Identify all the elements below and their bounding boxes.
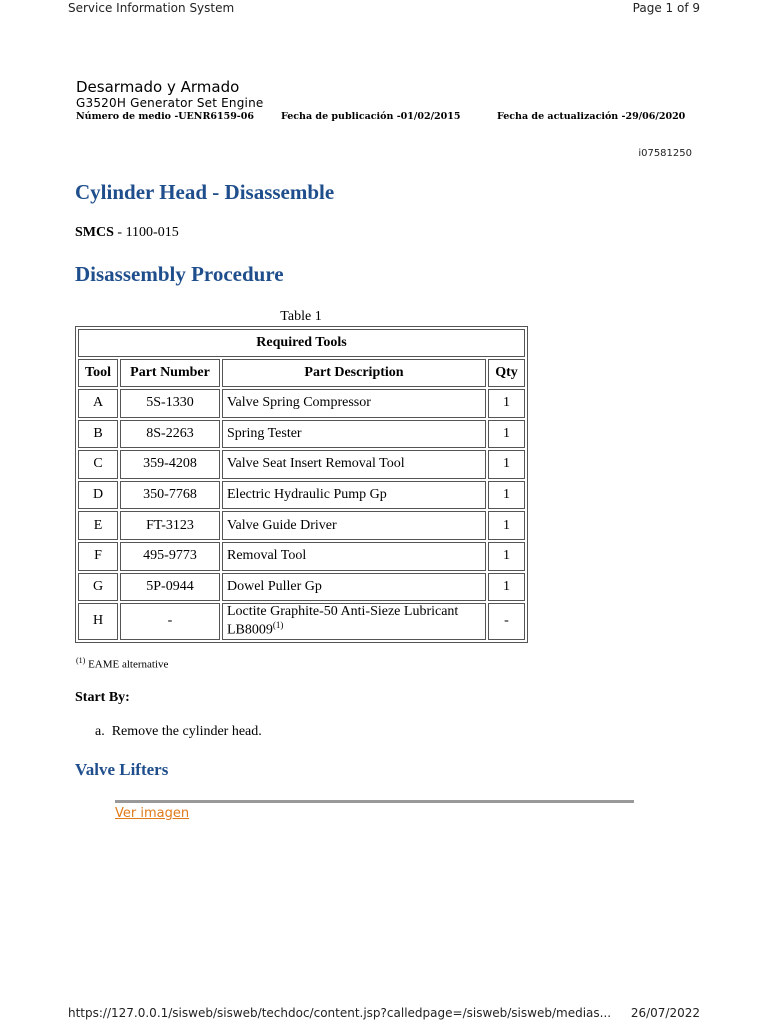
cell-tool: B [78,420,118,449]
cell-description: Dowel Puller Gp [222,573,486,602]
table-row [78,389,525,418]
page-indicator: Page 1 of 9 [632,1,700,15]
description-text: Loctite Graphite-50 Anti-Sieze Lubricant LB8009 [227,604,459,638]
cell-part-number: 350-7768 [120,481,220,510]
update-date: Fecha de actualización -29/06/2020 [497,111,686,122]
smcs-value: - 1100-015 [113,225,179,240]
cell-tool: E [78,511,118,540]
cell-part-number: 495-9773 [120,542,220,571]
table-row [78,481,525,510]
table-title: Required Tools [78,329,525,357]
view-image-link[interactable]: Ver imagen [115,806,190,821]
cell-description: Valve Seat Insert Removal Tool [222,450,486,479]
table-row [78,420,525,449]
table-row [78,573,525,602]
table-footnote [76,656,168,671]
document-category: Desarmado y Armado [76,78,240,96]
footnote-text: EAME alternative [85,658,169,671]
cell-tool: G [78,573,118,602]
footnote-mark: (1) [76,656,86,665]
cell-part-number: 5P-0944 [120,573,220,602]
required-tools-table [75,326,528,643]
cell-description [222,603,486,640]
column-header-qty: Qty [488,359,525,387]
cell-part-number: 359-4208 [120,450,220,479]
cell-tool: D [78,481,118,510]
table-row [78,542,525,571]
engine-model: G3520H Generator Set Engine [76,96,264,110]
cell-tool: H [78,603,118,640]
cell-description: Valve Spring Compressor [222,389,486,418]
table-header-row [78,359,525,387]
cell-part-number: - [120,603,220,640]
cell-tool: C [78,450,118,479]
table-row [78,603,525,640]
cell-qty: 1 [488,481,525,510]
cell-qty: - [488,603,525,640]
cell-part-number: 5S-1330 [120,389,220,418]
cell-description: Valve Guide Driver [222,511,486,540]
cell-qty: 1 [488,450,525,479]
cell-description: Removal Tool [222,542,486,571]
step-marker: a. [95,724,105,739]
cell-description: Spring Tester [222,420,486,449]
section-heading: Valve Lifters [75,760,169,779]
page-title: Cylinder Head - Disassemble [75,180,335,204]
smcs-code [75,225,179,241]
cell-qty: 1 [488,420,525,449]
table-row [78,511,525,540]
column-header-tool: Tool [78,359,118,387]
publication-date: Fecha de publicación -01/02/2015 [281,111,461,122]
table-row [78,450,525,479]
procedure-heading: Disassembly Procedure [75,262,284,286]
step-text: Remove the cylinder head. [111,724,262,739]
cell-qty: 1 [488,542,525,571]
cell-qty: 1 [488,389,525,418]
divider [115,800,634,803]
smcs-label: SMCS [75,225,114,240]
cell-qty: 1 [488,511,525,540]
cell-tool: A [78,389,118,418]
start-by-heading: Start By: [75,690,130,705]
column-header-part-number: Part Number [120,359,220,387]
cell-qty: 1 [488,573,525,602]
cell-part-number: FT-3123 [120,511,220,540]
footer-date: 26/07/2022 [630,1006,700,1020]
media-number: Número de medio -UENR6159-06 [76,111,254,122]
cell-part-number: 8S-2263 [120,420,220,449]
footnote-reference: (1) [272,620,284,631]
cell-tool: F [78,542,118,571]
footer-url: https://127.0.0.1/sisweb/sisweb/techdoc/content.jsp?calledpage=/sisweb/sisweb/medias... [68,1006,612,1020]
cell-description: Electric Hydraulic Pump Gp [222,481,486,510]
table-caption: Table 1 [280,309,322,324]
column-header-part-description: Part Description [222,359,486,387]
system-name: Service Information System [68,1,235,15]
step-item [95,724,262,740]
document-id: i07581250 [638,148,692,159]
